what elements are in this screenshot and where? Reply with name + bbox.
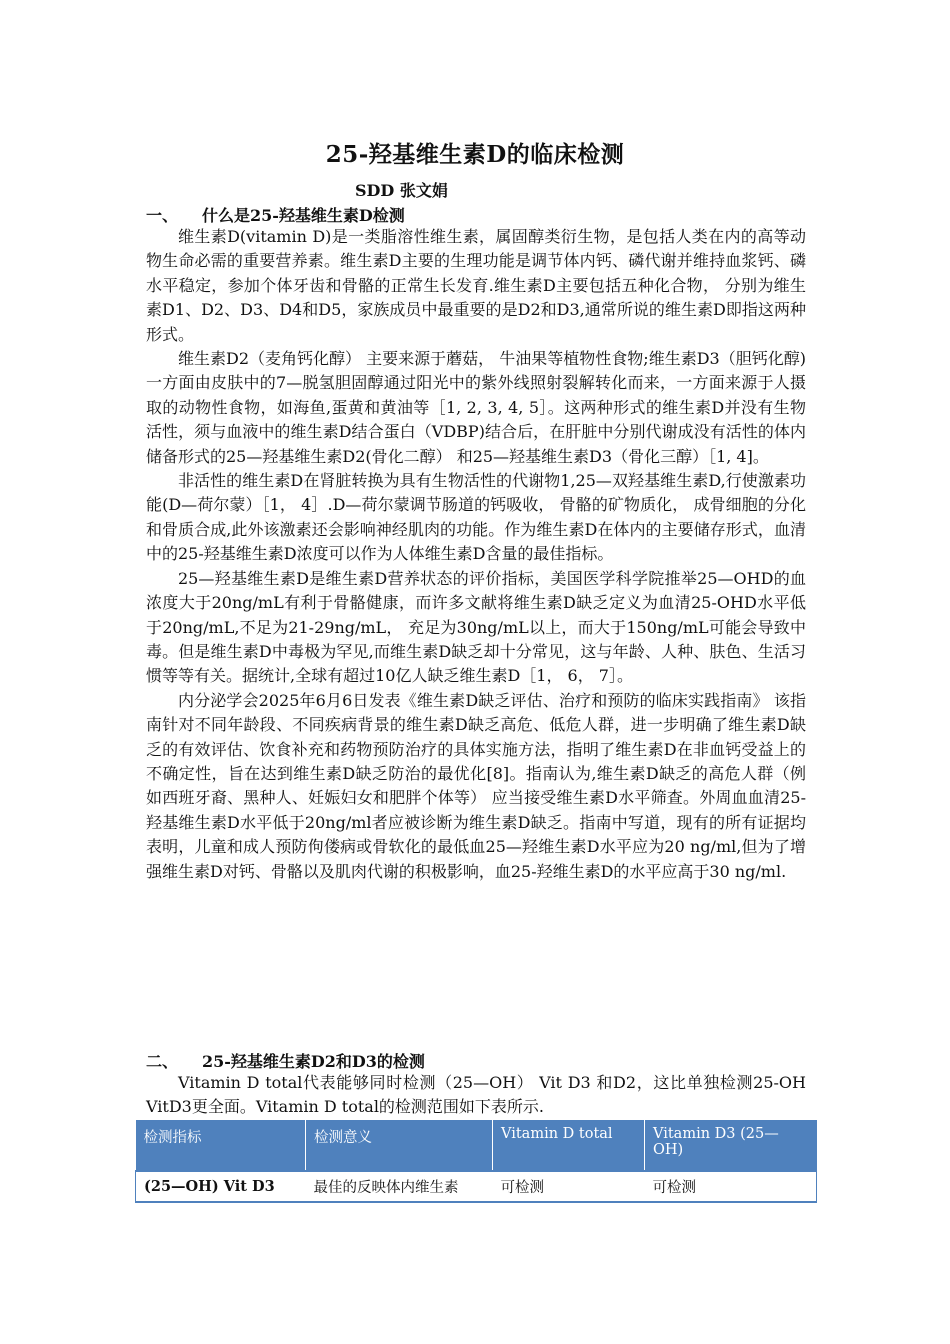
table-header-cell: Vitamin D3 (25—OH) [645,1120,817,1171]
table-cell: 可检测 [493,1171,645,1202]
section-2-body [146,1071,806,1120]
author-line: SDD 张文娟 [355,181,448,200]
section-2-title: 25-羟基维生素D2和D3的检测 [202,1052,425,1071]
paragraph: 维生素D2（麦角钙化醇） 主要来源于蘑菇， 牛油果等植物性食物;维生素D3（胆钙化醇) 一方面由皮肤中的7—脱氢胆固醇通过阳光中的紫外线照射裂解转化而来，一方面来源于人摄取的动物性食物，如海鱼,蛋黄和黄油等［1, 2, 3, 4, 5］。这两种形式的维生素D并没有生物活性，须与血液中的维生素D结合蛋白（VDBP)结合后，在肝脏中分别代谢成没有活性的体内储备形式的25—羟基维生素D2(骨化二醇） 和25—羟基维生素D3（骨化三醇）［1, 4]。 [146,349,806,466]
paragraph: 非活性的维生素D在肾脏转换为具有生物活性的代谢物1,25—双羟基维生素D,行使激素功能(D—荷尔蒙）［1， 4］.D—荷尔蒙调节肠道的钙吸收， 骨骼的矿物质化， 成骨细胞的分化和骨质合成,此外该激素还会影响神经肌肉的功能。作为维生素D在体内的主要储存形式，血清中的25-羟基维生素D浓度可以作为人体维生素D含量的最佳指标。 [146,471,806,564]
section-1-body [146,225,806,884]
detection-table [135,1120,817,1203]
section-1-heading [146,203,405,226]
document-title: 25-羟基维生素D的临床检测 [325,141,625,168]
paragraph: 25—羟基维生素D是维生素D营养状态的评价指标，美国医学科学院推举25—OHD的血浓度大于20ng/mL有利于骨骼健康，而许多文献将维生素D缺乏定义为血清25-OHD水平低于20ng/mL,不足为21-29ng/mL， 充足为30ng/mL以上，而大于150ng/mL可能会导致中毒。但是维生素D中毒极为罕见,而维生素D缺乏却十分常见，这与年龄、人种、肤色、生活习惯等等有关。据统计,全球有超过10亿人缺乏维生素D［1， 6， 7］。 [146,568,806,686]
table-cell: (25—OH) Vit D3 [136,1171,306,1202]
paragraph: 内分泌学会2025年6月6日发表《维生素D缺乏评估、治疗和预防的临床实践指南》 该指南针对不同年龄段、不同疾病背景的维生素D缺乏高危、低危人群，进一步明确了维生素D缺乏的有效评估、饮食补充和药物预防治疗的具体实施方法，指明了维生素D在非血钙受益上的不确定性，旨在达到维生素D缺乏防治的最优化[8]。指南认为,维生素D缺乏的高危人群（例如西班牙裔、黑种人、妊娠妇女和肥胖个体等） 应当接受维生素D水平筛查。外周血血清25-羟基维生素D水平低于20ng/ml者应被诊断为维生素D缺乏。指南中写道，现有的所有证据均表明，儿童和成人预防佝偻病或骨软化的最低血25—羟维生素D水平应为20 ng/ml,但为了增强维生素D对钙、骨骼以及肌肉代谢的积极影响，血25-羟维生素D的水平应高于30 ng/ml. [146,690,806,881]
table-header-cell: 检测指标 [136,1120,306,1171]
table-header-cell: 检测意义 [306,1120,493,1171]
table-cell: 可检测 [645,1171,817,1202]
table-cell: 最佳的反映体内维生素 [306,1171,493,1202]
section-2-number: 二、 [146,1052,179,1071]
paragraph: 维生素D(vitamin D)是一类脂溶性维生素，属固醇类衍生物，是包括人类在内的高等动物生命必需的重要营养素。维生素D主要的生理功能是调节体内钙、磷代谢并维持血浆钙、磷水平稳定，参加个体牙齿和骨骼的正常生长发育.维生素D主要包括五种化合物， 分别为维生素D1、D2、D3、D4和D5，家族成员中最重要的是D2和D3,通常所说的维生素D即指这两种形式。 [146,227,806,344]
table-row [136,1171,817,1202]
paragraph: Vitamin D total代表能够同时检测（25—OH） Vit D3 和D2，这比单独检测25-OH VitD3更全面。Vitamin D total的检测范围如下表所示. [146,1073,806,1117]
section-1-title: 什么是25-羟基维生素D检测 [202,206,405,225]
table-header-cell: Vitamin D total [493,1120,645,1171]
table-header-row [136,1120,817,1171]
section-2-heading [146,1049,425,1072]
section-1-number: 一、 [146,206,179,225]
